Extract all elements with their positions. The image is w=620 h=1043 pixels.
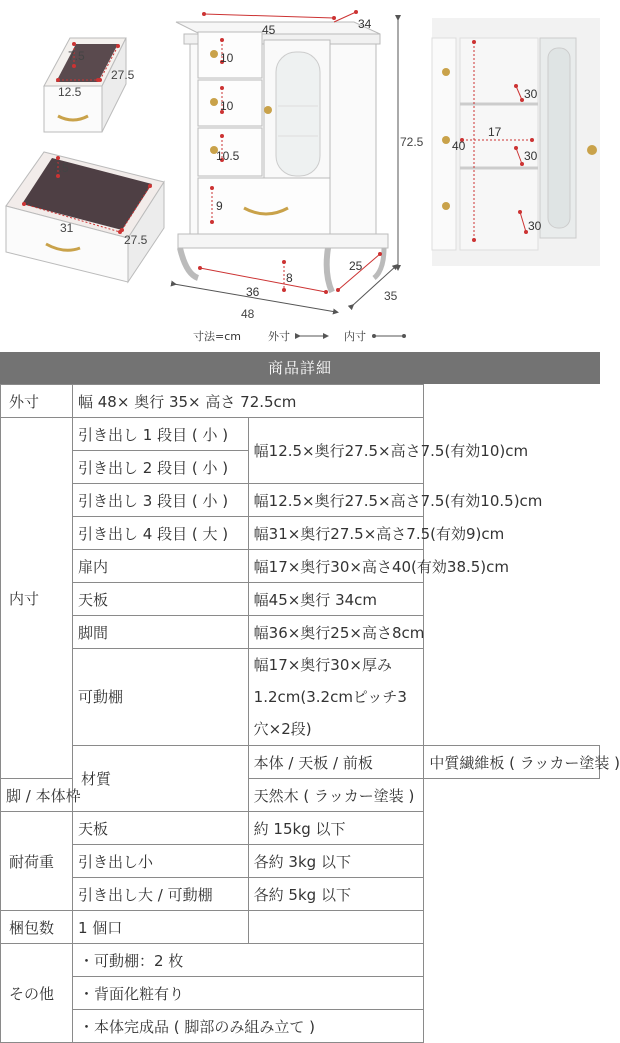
table-row [1,746,600,779]
leg-span-label: 36 [246,285,260,299]
spec-header: 商品詳細 [0,352,600,384]
inner-row-value: 幅17×奥行30×厚み1.2cm(3.2cmピッチ3穴×2段) [248,649,424,746]
inner-label: 内寸 [1,418,73,779]
table-row [1,977,600,1010]
load-label: 耐荷重 [1,812,73,911]
door-height-label: 40 [452,139,466,153]
cabinet-illustration-main [176,10,388,299]
leg-height-label: 8 [286,271,293,285]
other-item: ・可動棚：2 枚 [73,944,424,977]
table-row [1,418,600,451]
drawer2-height-label: 10 [220,99,234,113]
inner-row-name: 引き出し 1 段目 ( 小 ) [73,418,249,451]
large-drawer-height-label: 7.5 [52,161,69,175]
inner-row-value: 幅12.5×奥行27.5×高さ7.5(有効10)cm [248,418,424,484]
material-row-value: 中質繊維板 ( ラッカー塗装 ) [424,746,600,779]
inner-row-name: 扉内 [73,550,249,583]
load-row-value: 約 15kg 以下 [248,812,424,845]
table-row [1,484,600,517]
overall-width-label: 48 [241,307,255,321]
table-row [1,616,600,649]
inner-row-name: 引き出し 2 段目 ( 小 ) [73,451,249,484]
inner-row-value: 幅17×奥行30×高さ40(有効38.5)cm [248,550,424,583]
shelf1-depth-label: 30 [524,87,538,101]
material-row-name: 本体 / 天板 / 前板 [248,746,424,779]
outer-legend: 外寸 [268,330,290,343]
material-label: 材質 [73,746,249,812]
inner-row-name: 脚間 [73,616,249,649]
load-row-value: 各約 5kg 以下 [248,878,424,911]
load-row-name: 天板 [73,812,249,845]
load-row-name: 引き出し大 / 可動棚 [73,878,249,911]
package-value: 1 個口 [73,911,249,944]
outer-value: 幅 48× 奥行 35× 高さ 72.5cm [73,385,424,418]
load-row-value: 各約 3kg 以下 [248,845,424,878]
large-drawer-depth-label: 27.5 [124,233,148,247]
other-item: ・背面化粧有り [73,977,424,1010]
inner-row-name: 可動棚 [73,649,249,746]
table-row [1,517,600,550]
large-drawer-illustration [6,152,164,282]
large-drawer-width-label: 31 [60,221,74,235]
inner-row-value: 幅12.5×奥行27.5×高さ7.5(有効10.5)cm [248,484,424,517]
other-label: その他 [1,944,73,1043]
top-width-label: 45 [262,23,276,37]
small-drawer-height-label: 7.5 [68,49,85,63]
drawer3-height-label: 10.5 [216,149,240,163]
table-row [1,385,600,418]
spec-table [0,384,620,1043]
inner-row-name: 天板 [73,583,249,616]
top-depth-label: 34 [358,17,372,31]
overall-depth-label: 35 [384,289,398,303]
table-row [1,911,600,944]
interior-photo [432,18,600,266]
material-row-name: 脚 / 本体枠 [1,779,73,812]
shelf3-depth-label: 30 [528,219,542,233]
inner-row-name: 引き出し 4 段目 ( 大 ) [73,517,249,550]
inner-row-value: 幅31×奥行27.5×高さ7.5(有効9)cm [248,517,424,550]
inner-row-value: 幅45×奥行 34cm [248,583,424,616]
small-drawer-depth-label: 27.5 [111,68,135,82]
package-empty [248,911,424,944]
inner-legend: 内寸 [344,330,366,343]
door-width-label: 17 [488,125,502,139]
table-row [1,550,600,583]
table-row [1,878,600,911]
overall-height-label: 72.5 [400,135,424,149]
cabinet-illustration [0,0,600,352]
other-item: ・本体完成品 ( 脚部のみ組み立て ) [73,1010,424,1043]
unit-legend: 寸法=cm [193,330,241,343]
dimension-diagram [0,0,600,352]
table-row [1,812,600,845]
drawer4-height-label: 9 [216,199,223,213]
table-row [1,845,600,878]
outer-label: 外寸 [1,385,73,418]
shelf2-depth-label: 30 [524,149,538,163]
table-row [1,1010,600,1043]
leg-depth-label: 25 [349,259,363,273]
small-drawer-width-label: 12.5 [58,85,82,99]
load-row-name: 引き出し小 [73,845,249,878]
inner-row-name: 引き出し 3 段目 ( 小 ) [73,484,249,517]
package-label: 梱包数 [1,911,73,944]
table-row [1,944,600,977]
drawer1-height-label: 10 [220,51,234,65]
inner-row-value: 幅36×奥行25×高さ8cm [248,616,424,649]
material-row-value: 天然木 ( ラッカー塗装 ) [248,779,424,812]
table-row [1,583,600,616]
small-drawer-illustration [44,38,135,132]
table-row [1,649,600,746]
